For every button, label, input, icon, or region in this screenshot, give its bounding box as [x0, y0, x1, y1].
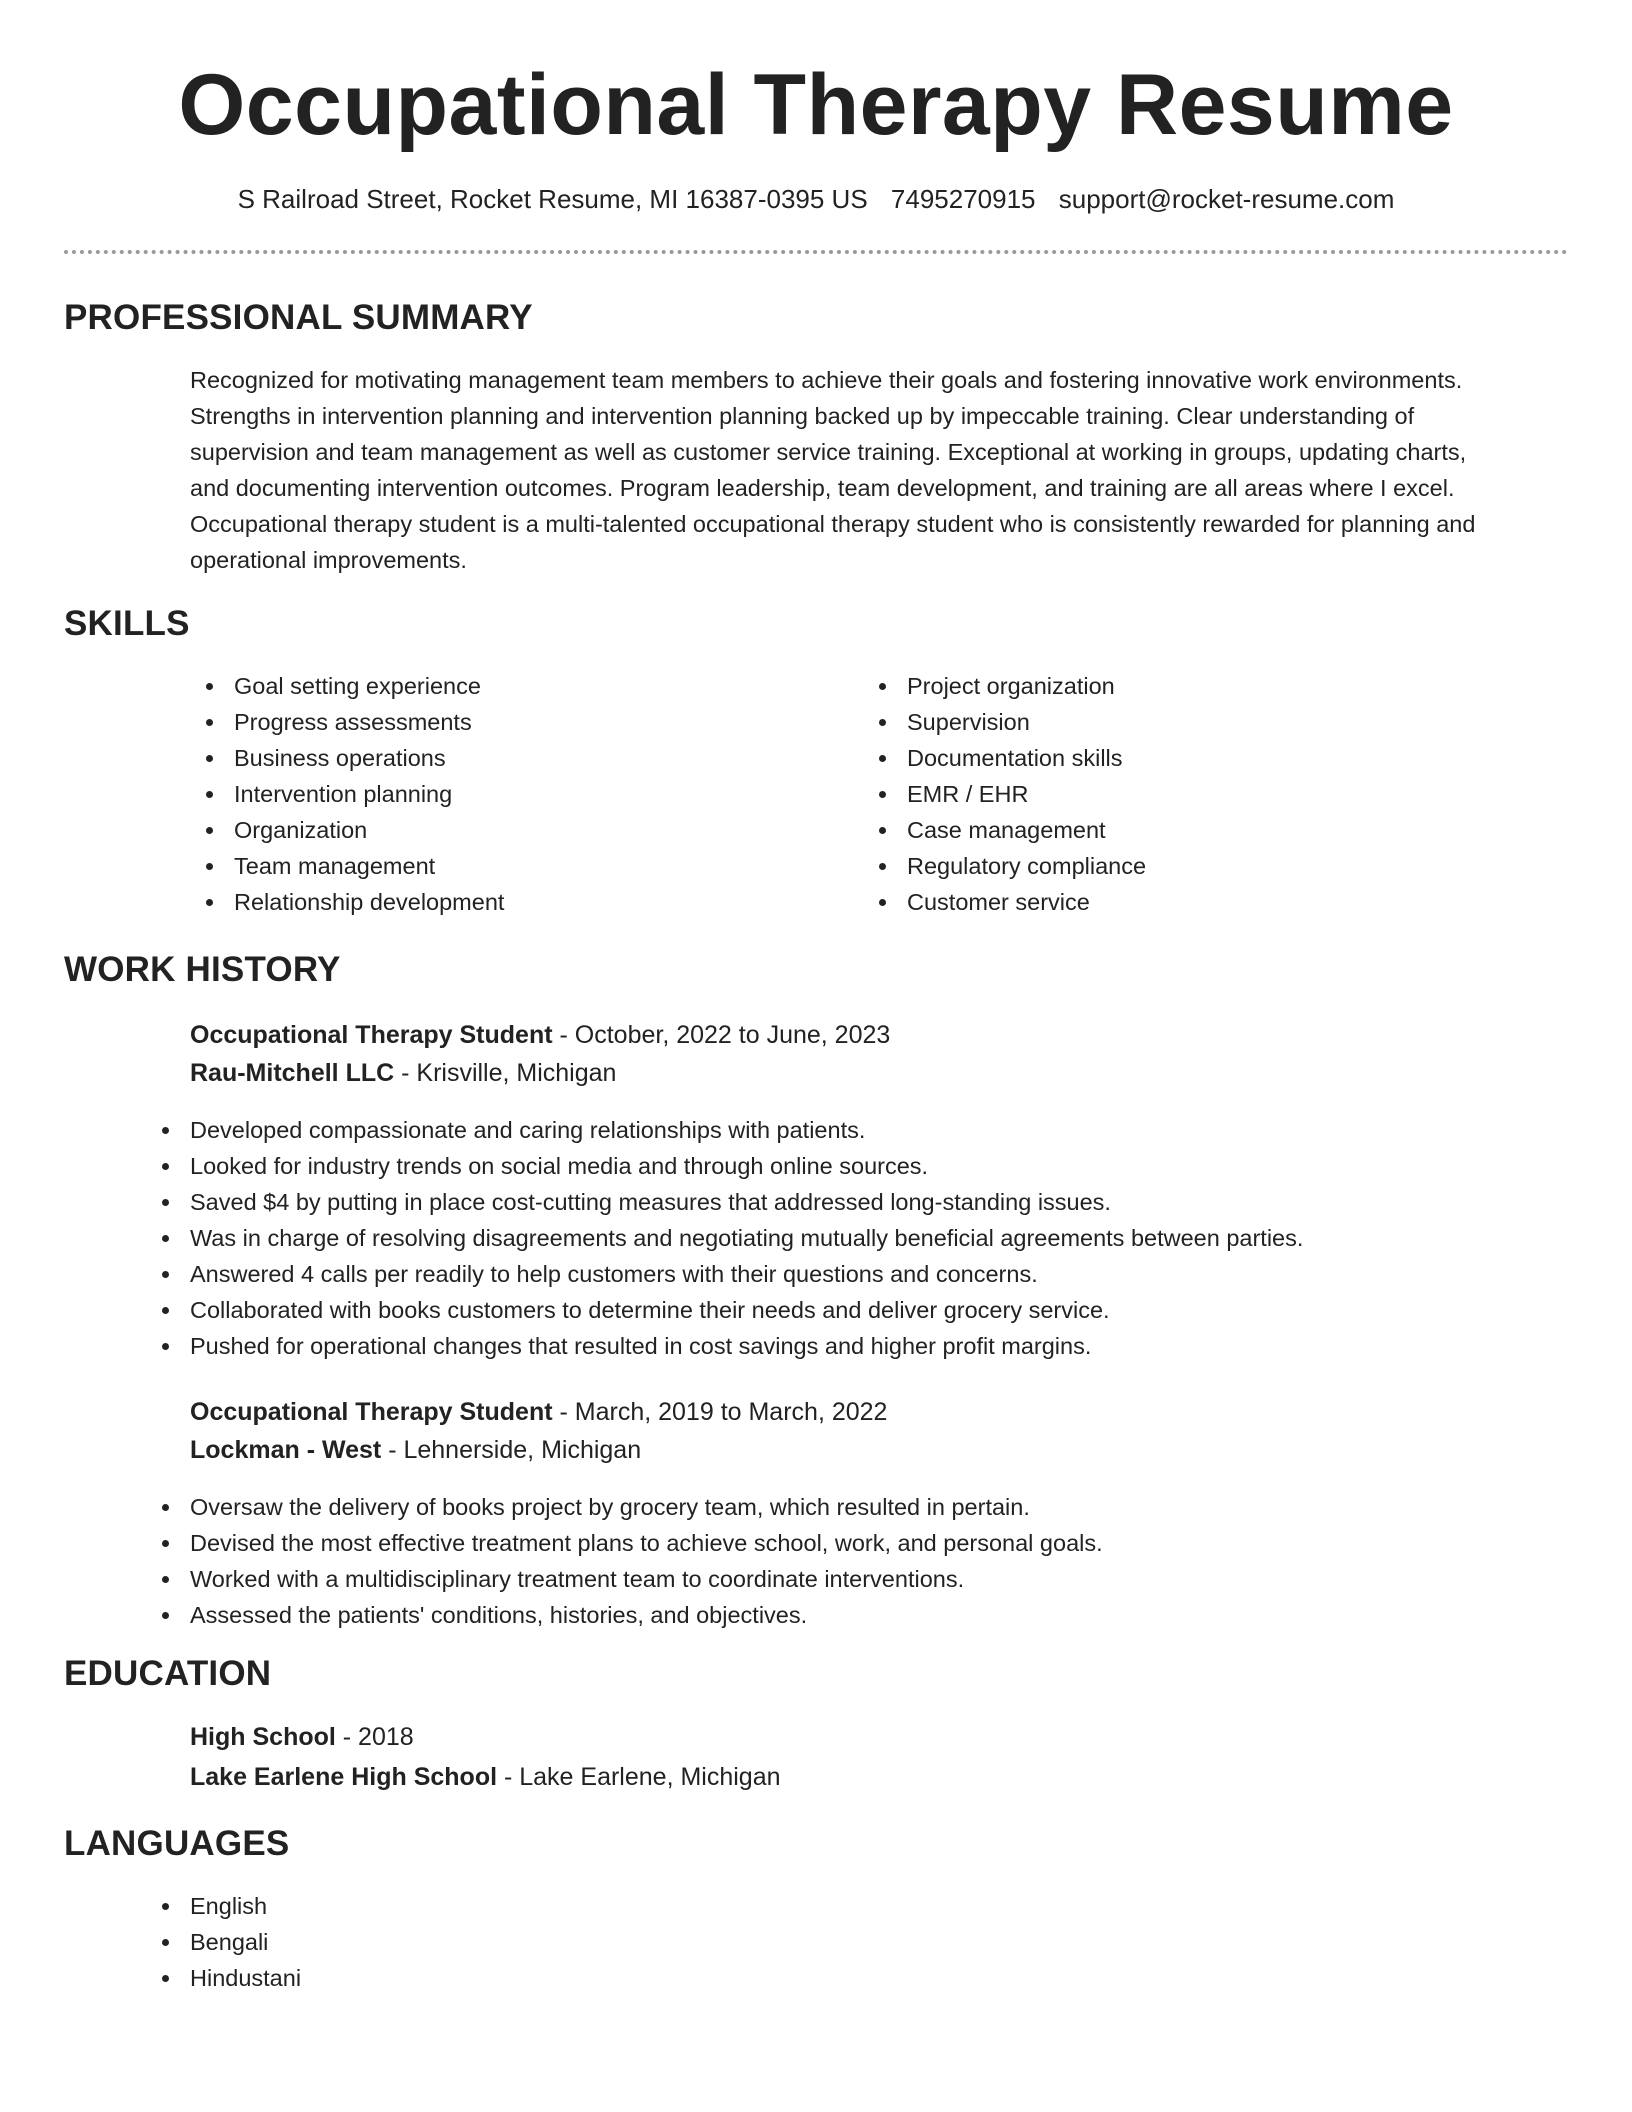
language-item: Bengali	[146, 1924, 1568, 1960]
language-item: English	[146, 1888, 1568, 1924]
job-location: - Krisville, Michigan	[394, 1059, 617, 1087]
job-title-line	[190, 1393, 1568, 1431]
skill-item: Progress assessments	[190, 704, 790, 740]
job-entry	[190, 1016, 1568, 1092]
header-divider	[64, 250, 1568, 254]
job-dates: - October, 2022 to June, 2023	[552, 1021, 891, 1049]
summary-line: supervision and team management as well as customer service training. Exceptional at working in groups, updating charts,	[190, 439, 1467, 465]
skill-item: Project organization	[863, 668, 1463, 704]
job-dates: - March, 2019 to March, 2022	[552, 1398, 888, 1426]
job-company: Rau-Mitchell LLC	[190, 1059, 395, 1087]
education-school-line	[190, 1758, 1568, 1796]
job-bullet: Assessed the patients' conditions, histories, and objectives.	[146, 1597, 1568, 1633]
job-bullet: Looked for industry trends on social media and through online sources.	[146, 1148, 1568, 1184]
job-title-line	[190, 1016, 1568, 1054]
education-heading: EDUCATION	[64, 1654, 272, 1693]
skill-item: Case management	[863, 812, 1463, 848]
job-company: Lockman - West	[190, 1436, 382, 1464]
job-role: Occupational Therapy Student	[190, 1021, 553, 1049]
job-location: - Lehnerside, Michigan	[381, 1436, 642, 1464]
job-company-line	[190, 1054, 1568, 1092]
contact-line	[64, 182, 1568, 216]
skills-column-left	[190, 668, 790, 920]
job-bullet: Devised the most effective treatment plans to achieve school, work, and personal goals.	[146, 1525, 1568, 1561]
skill-item: Relationship development	[190, 884, 790, 920]
skills-heading: SKILLS	[64, 604, 190, 643]
language-item: Hindustani	[146, 1960, 1568, 1996]
skill-item: Regulatory compliance	[863, 848, 1463, 884]
job-bullet: Collaborated with books customers to determine their needs and deliver grocery service.	[146, 1292, 1568, 1328]
education-entry	[190, 1718, 1568, 1796]
skill-item: Intervention planning	[190, 776, 790, 812]
summary-text	[190, 362, 1568, 578]
job-bullet: Oversaw the delivery of books project by grocery team, which resulted in pertain.	[146, 1489, 1568, 1525]
summary-line: and documenting intervention outcomes. Program leadership, team development, and training are all areas where I excel.	[190, 475, 1455, 501]
job-bullet: Worked with a multidisciplinary treatment team to coordinate interventions.	[146, 1561, 1568, 1597]
summary-line: Strengths in intervention planning and intervention planning backed up by impeccable training. Clear understanding of	[190, 403, 1415, 429]
education-school: Lake Earlene High School	[190, 1763, 498, 1791]
summary-line: Occupational therapy student is a multi-talented occupational therapy student who is consistently rewarded for planning and	[190, 511, 1476, 537]
skill-item: Customer service	[863, 884, 1463, 920]
summary-heading: PROFESSIONAL SUMMARY	[64, 298, 533, 337]
contact-phone: 7495270915	[890, 184, 1036, 214]
summary-line: operational improvements.	[190, 547, 467, 573]
education-degree: High School	[190, 1723, 336, 1751]
job-bullet: Developed compassionate and caring relationships with patients.	[146, 1112, 1568, 1148]
skills-column-right	[863, 668, 1463, 920]
job-role: Occupational Therapy Student	[190, 1398, 553, 1426]
education-degree-line	[190, 1718, 1568, 1756]
skill-item: EMR / EHR	[863, 776, 1463, 812]
job-bullets	[190, 1112, 1568, 1364]
skill-item: Business operations	[190, 740, 790, 776]
skill-item: Supervision	[863, 704, 1463, 740]
resume-name: Occupational Therapy Resume	[178, 57, 1454, 153]
languages-list	[190, 1888, 1568, 1996]
contact-email: support@rocket-resume.com	[1058, 184, 1395, 214]
job-entry	[190, 1393, 1568, 1469]
summary-line: Recognized for motivating management team members to achieve their goals and fostering innovative work environments.	[190, 367, 1463, 393]
skill-item: Documentation skills	[863, 740, 1463, 776]
education-year: - 2018	[335, 1723, 414, 1751]
skill-item: Goal setting experience	[190, 668, 790, 704]
job-bullets	[190, 1489, 1568, 1633]
work-heading: WORK HISTORY	[64, 950, 341, 989]
job-bullet: Answered 4 calls per readily to help customers with their questions and concerns.	[146, 1256, 1568, 1292]
job-bullet: Pushed for operational changes that resulted in cost savings and higher profit margins.	[146, 1328, 1568, 1364]
skill-item: Team management	[190, 848, 790, 884]
languages-heading: LANGUAGES	[64, 1824, 290, 1863]
education-location: - Lake Earlene, Michigan	[497, 1763, 781, 1791]
job-company-line	[190, 1431, 1568, 1469]
skill-item: Organization	[190, 812, 790, 848]
contact-address: S Railroad Street, Rocket Resume, MI 16387-0395 US	[237, 184, 868, 214]
job-bullet: Saved $4 by putting in place cost-cutting measures that addressed long-standing issues.	[146, 1184, 1568, 1220]
job-bullet: Was in charge of resolving disagreements and negotiating mutually beneficial agreements between parties.	[146, 1220, 1568, 1256]
